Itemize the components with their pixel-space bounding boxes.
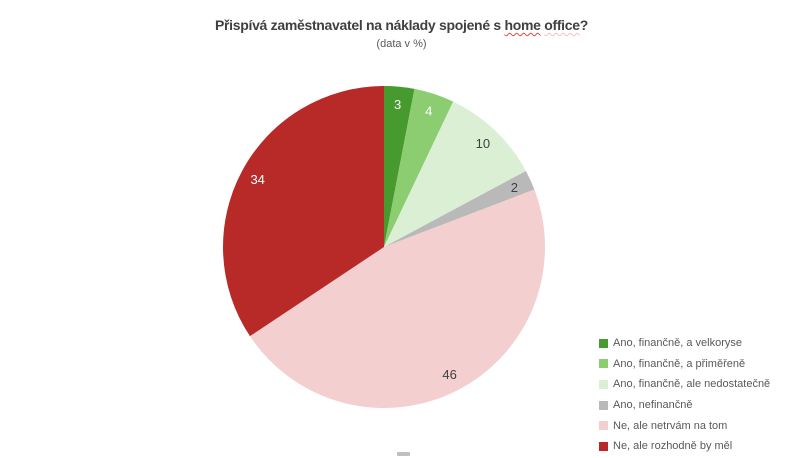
legend-label: Ano, nefinančně: [613, 399, 693, 412]
legend-item: [599, 415, 770, 436]
legend-swatch-icon: [599, 401, 608, 410]
slice-value-label: 4: [425, 103, 433, 119]
legend-swatch-icon: [599, 339, 608, 348]
slice-value-label: 10: [475, 135, 491, 151]
legend-label: Ne, ale netrvám na tom: [613, 419, 728, 432]
legend-swatch-icon: [599, 380, 608, 389]
legend-swatch-icon: [599, 359, 608, 368]
legend-item: [599, 395, 770, 416]
title-word-office: office: [544, 17, 580, 33]
legend-label: Ano, finančně, a přiměřeně: [613, 357, 746, 370]
cropped-mark-icon: [397, 452, 410, 456]
title-text-before: Přispívá zaměstnavatel na náklady spojené s: [214, 17, 501, 33]
title-text-after: ?: [579, 17, 589, 33]
slice-value-label: 34: [250, 171, 265, 187]
legend-swatch-icon: [599, 442, 608, 451]
chart-subtitle: (data v %): [376, 38, 427, 50]
slice-value-label: 2: [510, 179, 518, 195]
legend-item: [599, 354, 770, 375]
legend-label: Ano, finančně, ale nedostatečně: [613, 378, 771, 391]
legend-item: [599, 374, 770, 395]
legend-label: Ano, finančně, a velkoryse: [613, 337, 743, 350]
legend-label: Ne, ale rozhodně by měl: [613, 440, 733, 453]
legend-item: [599, 436, 770, 457]
chart-legend: [599, 333, 770, 457]
legend-swatch-icon: [599, 421, 608, 430]
legend-item: [599, 333, 770, 354]
slice-value-label: 46: [442, 366, 457, 382]
slice-value-label: 3: [394, 96, 402, 112]
title-word-home: home: [504, 17, 541, 33]
